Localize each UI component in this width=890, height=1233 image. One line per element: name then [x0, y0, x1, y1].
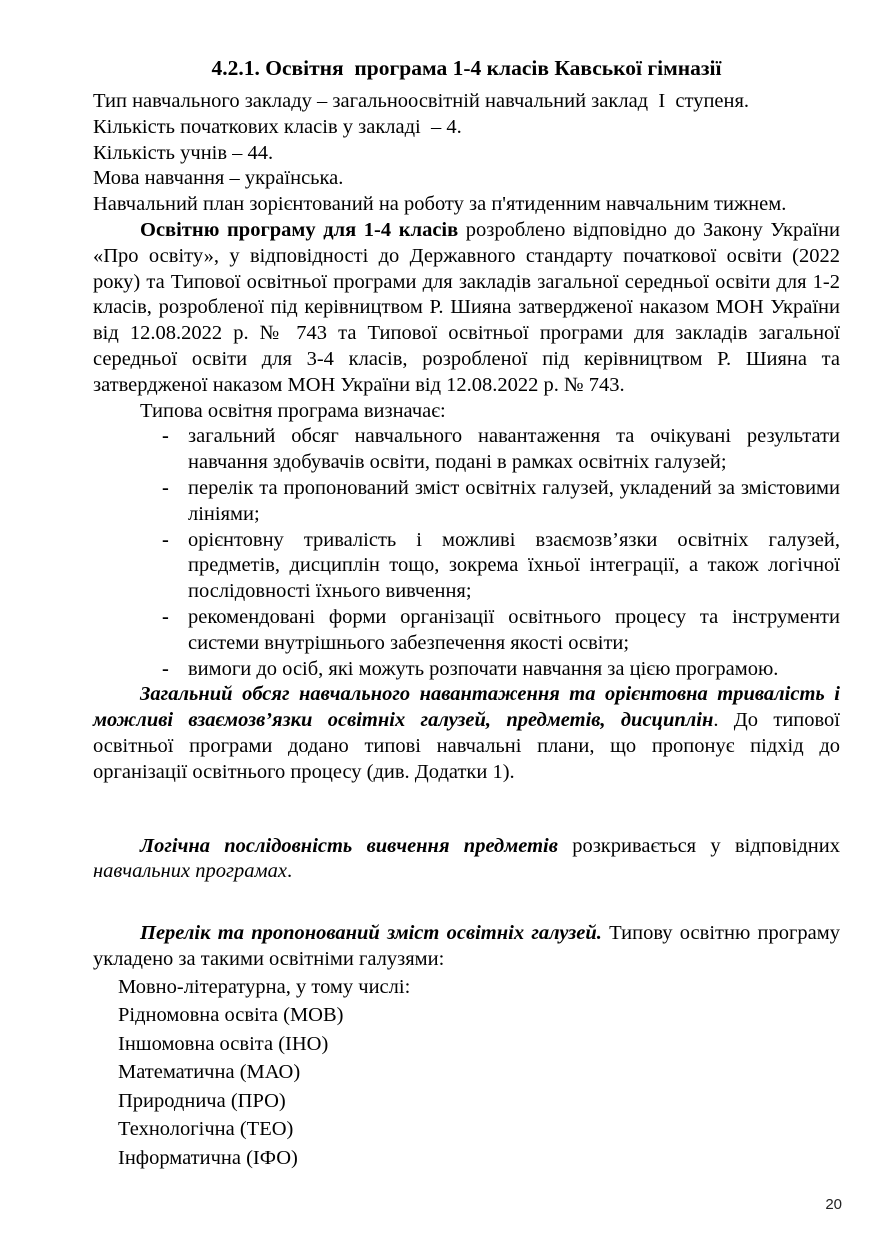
paragraph-program-basis — [93, 218, 840, 399]
paragraph-program-defines: Типова освітня програма визначає: — [140, 399, 446, 422]
area-line-native-language: Рідномовна освіта (МОВ) — [118, 1004, 344, 1027]
dash-marker: - — [162, 476, 169, 499]
intro-line-class-count: Кількість початкових класів у закладі – 4. — [93, 115, 462, 138]
paragraph-logic — [93, 834, 840, 886]
list-item-text: перелік та пропонований зміст освітніх галузей, укладений за змістовими лініями; — [188, 476, 840, 525]
list-item-text: загальний обсяг навчального навантаження та очікувані результати навчання здобувачів освіти, подані в рамках освітніх галузей; — [188, 425, 840, 474]
list-item-text: рекомендовані форми організації освітнього процесу та інструменти системи внутрішнього забезпечення якості освіти; — [188, 605, 840, 654]
program-defines-list — [93, 424, 840, 682]
list-item-duration — [93, 528, 840, 605]
dash-marker: - — [162, 425, 169, 448]
section-title: 4.2.1. Освітня програма 1-4 класів Кавської гімназії — [211, 56, 722, 80]
list-item-text: вимоги до осіб, які можуть розпочати навчання за цією програмою. — [188, 657, 779, 680]
paragraph-areas-bold-italic-lead: Перелік та пропонований зміст освітніх галузей. — [140, 922, 602, 945]
list-item-content — [93, 476, 840, 528]
text-block — [93, 55, 840, 1172]
area-line-foreign-language: Іншомовна освіта (ІНО) — [118, 1032, 329, 1055]
intro-line-language: Мова навчання – українська. — [93, 167, 344, 190]
list-item-forms — [93, 605, 840, 657]
dash-marker: - — [162, 605, 169, 628]
paragraph-areas-heading — [93, 921, 840, 973]
dash-marker: - — [162, 528, 169, 551]
paragraph-scope-rest: . До типової освітньої програми додано типові навчальні плани, що пропонує підхід до організації освітнього процесу (див. Додатки 1). — [93, 709, 840, 783]
paragraph-program-bold-lead: Освітню програму для 1-4 класів — [140, 218, 459, 241]
intro-line-school-type: Тип навчального закладу – загальноосвітній навчальний заклад І ступеня. — [93, 90, 750, 112]
paragraph-scope — [93, 682, 840, 785]
dash-marker: - — [162, 657, 169, 680]
intro-line-pupil-count: Кількість учнів – 44. — [93, 141, 274, 164]
paragraph-program-rest: розроблено відповідно до Закону України «Про освіту», у відповідності до Державного стандарту початкової освіти (2022 року) та Типової освітньої програми для закладів загальної середньої освіти для 1-2 класів, розробленої під керівництвом Р. Шияна затвердженої наказом МОН України від 12.08.2022 р. № 743 та Типової освітньої програми для закладів загальної середньої освіти для 3-4 класів, розробленої під керівництвом Р. Шияна та затвердженої наказом МОН України від 12.08.2022 р. № 743. — [93, 218, 840, 396]
page-number: 20 — [825, 1196, 842, 1213]
area-line-technology: Технологічна (ТЕО) — [118, 1118, 294, 1141]
list-item-requirements — [93, 657, 840, 683]
paragraph-scope-bold-italic-lead: Загальний обсяг навчального навантаження та орієнтовна тривалість і можливі взаємозв’язки освітніх галузей, предметів, дисциплін — [93, 683, 840, 732]
area-line-natural-science: Природнича (ПРО) — [118, 1089, 286, 1112]
list-item-text: орієнтовну тривалість і можливі взаємозв’язки освітніх галузей, предметів, дисциплін тощо, зокрема їхньої інтеграції, а також логічної послідовності їхнього вивчення; — [188, 528, 840, 603]
intro-line-week-plan: Навчальний план зорієнтований на роботу за п'ятиденним навчальним тижнем. — [93, 193, 787, 216]
area-line-informatics: Інформатична (ІФО) — [118, 1146, 298, 1169]
list-item-workload — [93, 424, 840, 476]
paragraph-logic-bold-italic-lead: Логічна послідовність вивчення предметів — [140, 834, 558, 857]
area-line-language-literature: Мовно-літературна, у тому числі: — [118, 975, 411, 998]
paragraph-areas-rest: Типову освітню програму укладено за такими освітніми галузями: — [93, 922, 840, 970]
area-line-mathematics: Математична (МАО) — [118, 1061, 301, 1084]
education-areas-list — [118, 973, 840, 1173]
paragraph-logic-italic-tail: навчальних програмах — [93, 860, 287, 883]
paragraph-logic-regular: розкривається у відповідних — [557, 834, 840, 857]
paragraph-logic-period: . — [286, 860, 293, 883]
